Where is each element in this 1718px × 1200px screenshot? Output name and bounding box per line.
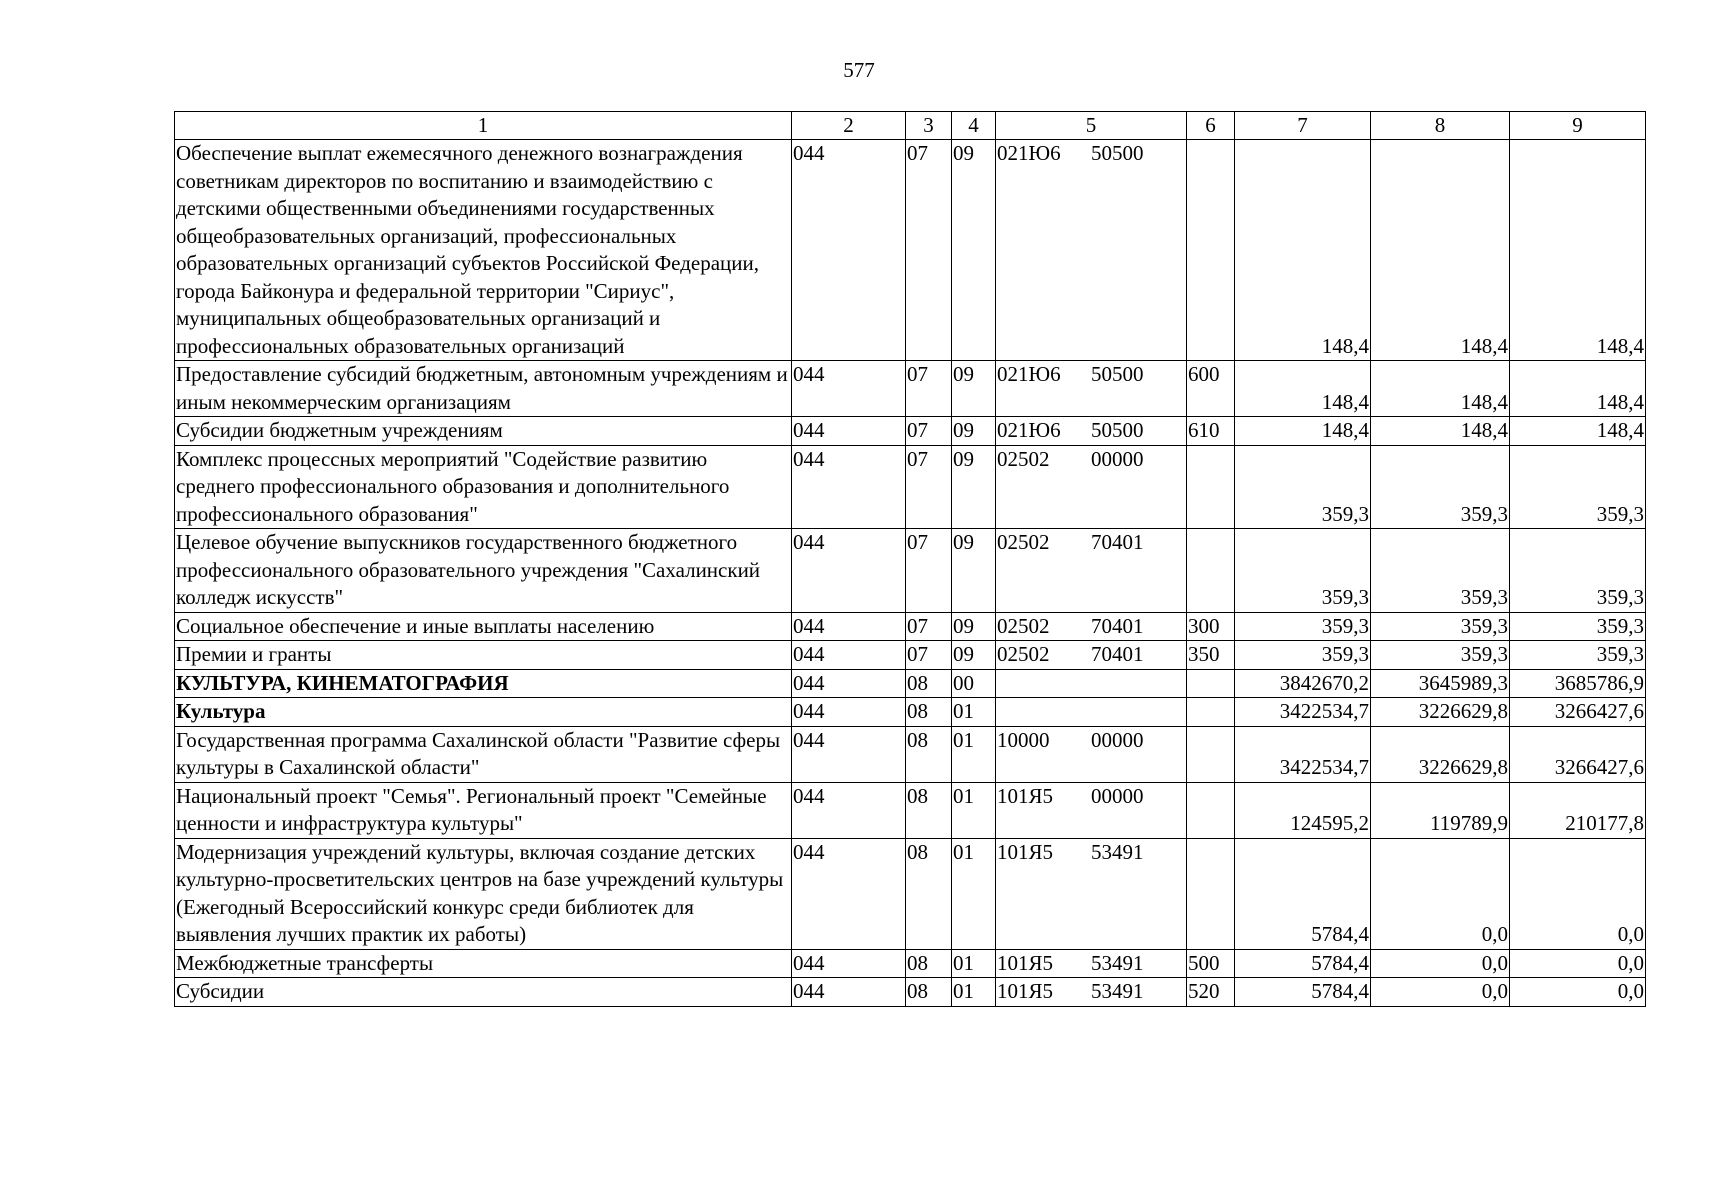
- expense-type-code: 520: [1187, 978, 1235, 1007]
- row-name: Социальное обеспечение и иные выплаты населению: [175, 612, 792, 641]
- target-article-program: 02502: [997, 446, 1050, 471]
- target-article-code: [996, 641, 1187, 670]
- section-code: 07: [906, 445, 952, 529]
- target-article-code: [996, 417, 1187, 446]
- amount-col9: 0,0: [1510, 949, 1646, 978]
- amount-col9: 359,3: [1510, 641, 1646, 670]
- expense-type-code: [1187, 838, 1235, 949]
- subsection-code: 09: [952, 361, 996, 417]
- expense-type-code: [1187, 529, 1235, 613]
- expense-type-code: 600: [1187, 361, 1235, 417]
- section-code: 08: [906, 978, 952, 1007]
- target-article-code: [996, 838, 1187, 949]
- subsection-code: 01: [952, 782, 996, 838]
- expense-type-code: 350: [1187, 641, 1235, 670]
- ministry-code: 044: [792, 726, 906, 782]
- section-code: 08: [906, 782, 952, 838]
- amount-col7: 359,3: [1235, 612, 1371, 641]
- subsection-code: 01: [952, 698, 996, 727]
- header-cell: 7: [1235, 112, 1371, 140]
- ministry-code: 044: [792, 782, 906, 838]
- ministry-code: 044: [792, 140, 906, 361]
- target-article-code: [996, 612, 1187, 641]
- amount-col7: 359,3: [1235, 641, 1371, 670]
- target-article-code: [996, 726, 1187, 782]
- amount-col8: 0,0: [1371, 949, 1510, 978]
- target-article-direction: 00000: [1091, 446, 1144, 471]
- ministry-code: 044: [792, 669, 906, 698]
- expense-type-code: [1187, 782, 1235, 838]
- expense-type-code: [1187, 140, 1235, 361]
- target-article-direction: 50500: [1091, 362, 1144, 386]
- table-row: [175, 417, 1646, 446]
- target-article-code: [996, 978, 1187, 1007]
- row-name: Предоставление субсидий бюджетным, автономным учреждениям и иным некоммерческим организациям: [175, 361, 792, 417]
- ministry-code: 044: [792, 417, 906, 446]
- target-article-direction: 50500: [1091, 418, 1144, 442]
- section-code: 07: [906, 140, 952, 361]
- row-name: КУЛЬТУРА, КИНЕМАТОГРАФИЯ: [175, 669, 792, 698]
- section-code: 07: [906, 361, 952, 417]
- expense-type-code: [1187, 726, 1235, 782]
- ministry-code: 044: [792, 612, 906, 641]
- section-code: 08: [906, 949, 952, 978]
- subsection-code: 00: [952, 669, 996, 698]
- target-article-program: 021Ю6: [997, 418, 1061, 442]
- target-article-program: 101Я5: [997, 839, 1054, 864]
- ministry-code: 044: [792, 445, 906, 529]
- target-article-program: 101Я5: [997, 783, 1054, 808]
- amount-col8: 3226629,8: [1371, 726, 1510, 782]
- table-row: [175, 361, 1646, 417]
- target-article-code: [996, 782, 1187, 838]
- amount-col7: 124595,2: [1235, 782, 1371, 838]
- row-name: Обеспечение выплат ежемесячного денежного вознаграждения советникам директоров по воспитанию и взаимодействию с детскими общественными объединениями государственных общеобразовательных организаций, профессиональных образовательных организаций субъектов Российской Федерации, города Байконура и федеральной территории "Сириус", муниципальных общеобразовательных организаций и профессиональных образовательных организаций: [175, 140, 792, 361]
- expense-type-code: [1187, 669, 1235, 698]
- target-article-code: [996, 669, 1187, 698]
- expense-type-code: 500: [1187, 949, 1235, 978]
- amount-col7: 148,4: [1235, 361, 1371, 417]
- ministry-code: 044: [792, 361, 906, 417]
- expense-type-code: 610: [1187, 417, 1235, 446]
- target-article-program: 101Я5: [997, 979, 1054, 1003]
- row-name: Межбюджетные трансферты: [175, 949, 792, 978]
- ministry-code: 044: [792, 978, 906, 1007]
- target-article-program: 02502: [997, 642, 1050, 666]
- target-article-code: [996, 949, 1187, 978]
- section-code: 08: [906, 698, 952, 727]
- amount-col7: 3422534,7: [1235, 698, 1371, 727]
- amount-col9: 359,3: [1510, 529, 1646, 613]
- target-article-direction: 00000: [1091, 727, 1144, 752]
- amount-col7: 148,4: [1235, 417, 1371, 446]
- subsection-code: 09: [952, 612, 996, 641]
- row-name: Субсидии: [175, 978, 792, 1007]
- target-article-program: 021Ю6: [997, 362, 1061, 386]
- section-code: 08: [906, 669, 952, 698]
- row-name: Целевое обучение выпускников государственного бюджетного профессионального образовательного учреждения "Сахалинский колледж искусств": [175, 529, 792, 613]
- row-name: Национальный проект "Семья". Региональный проект "Семейные ценности и инфраструктура культуры": [175, 782, 792, 838]
- amount-col7: 5784,4: [1235, 949, 1371, 978]
- section-code: 07: [906, 641, 952, 670]
- target-article-direction: 70401: [1091, 613, 1144, 638]
- row-name: Комплекс процессных мероприятий "Содействие развитию среднего профессионального образования и дополнительного профессионального образования": [175, 445, 792, 529]
- amount-col9: 148,4: [1510, 140, 1646, 361]
- table-row: [175, 529, 1646, 613]
- amount-col9: 359,3: [1510, 612, 1646, 641]
- target-article-direction: 70401: [1091, 642, 1144, 666]
- amount-col9: 210177,8: [1510, 782, 1646, 838]
- amount-col7: 359,3: [1235, 445, 1371, 529]
- row-name: Премии и гранты: [175, 641, 792, 670]
- budget-table: [174, 111, 1646, 1007]
- row-name: Государственная программа Сахалинской области "Развитие сферы культуры в Сахалинской области": [175, 726, 792, 782]
- amount-col7: 3842670,2: [1235, 669, 1371, 698]
- target-article-direction: 53491: [1091, 950, 1144, 975]
- amount-col7: 3422534,7: [1235, 726, 1371, 782]
- amount-col9: 3266427,6: [1510, 726, 1646, 782]
- amount-col7: 5784,4: [1235, 978, 1371, 1007]
- header-row: [175, 112, 1646, 140]
- header-cell: 3: [906, 112, 952, 140]
- target-article-direction: 00000: [1091, 783, 1144, 808]
- amount-col7: 359,3: [1235, 529, 1371, 613]
- section-code: 08: [906, 838, 952, 949]
- amount-col9: 3266427,6: [1510, 698, 1646, 727]
- subsection-code: 09: [952, 417, 996, 446]
- header-cell: 8: [1371, 112, 1510, 140]
- table-row: [175, 978, 1646, 1007]
- table-row: [175, 782, 1646, 838]
- table-row: [175, 698, 1646, 727]
- row-name: Субсидии бюджетным учреждениям: [175, 417, 792, 446]
- amount-col8: 0,0: [1371, 838, 1510, 949]
- subsection-code: 09: [952, 529, 996, 613]
- amount-col9: 0,0: [1510, 978, 1646, 1007]
- section-code: 07: [906, 417, 952, 446]
- ministry-code: 044: [792, 698, 906, 727]
- target-article-program: 02502: [997, 530, 1050, 554]
- table-row: [175, 140, 1646, 361]
- subsection-code: 09: [952, 641, 996, 670]
- amount-col9: 359,3: [1510, 445, 1646, 529]
- amount-col8: 148,4: [1371, 417, 1510, 446]
- amount-col7: 5784,4: [1235, 838, 1371, 949]
- amount-col8: 0,0: [1371, 978, 1510, 1007]
- table-row: [175, 838, 1646, 949]
- amount-col9: 148,4: [1510, 417, 1646, 446]
- ministry-code: 044: [792, 529, 906, 613]
- table-row: [175, 949, 1646, 978]
- subsection-code: 01: [952, 838, 996, 949]
- row-name: Модернизация учреждений культуры, включая создание детских культурно-просветительских центров на базе учреждений культуры (Ежегодный Всероссийский конкурс среди библиотек для выявления лучших практик их работы): [175, 838, 792, 949]
- amount-col8: 359,3: [1371, 641, 1510, 670]
- table-body: [175, 140, 1646, 1007]
- target-article-program: 101Я5: [997, 950, 1054, 975]
- subsection-code: 09: [952, 445, 996, 529]
- expense-type-code: [1187, 698, 1235, 727]
- amount-col9: 0,0: [1510, 838, 1646, 949]
- target-article-direction: 53491: [1091, 979, 1144, 1003]
- target-article-code: [996, 529, 1187, 613]
- table-row: [175, 445, 1646, 529]
- ministry-code: 044: [792, 641, 906, 670]
- table-row: [175, 669, 1646, 698]
- amount-col9: 148,4: [1510, 361, 1646, 417]
- target-article-program: 02502: [997, 613, 1050, 638]
- amount-col8: 148,4: [1371, 140, 1510, 361]
- subsection-code: 01: [952, 978, 996, 1007]
- header-cell: 5: [996, 112, 1187, 140]
- amount-col8: 119789,9: [1371, 782, 1510, 838]
- target-article-program: 10000: [997, 727, 1050, 752]
- header-cell: 4: [952, 112, 996, 140]
- header-cell: 2: [792, 112, 906, 140]
- page-number: 577: [843, 58, 875, 82]
- header-cell: 6: [1187, 112, 1235, 140]
- amount-col8: 3645989,3: [1371, 669, 1510, 698]
- expense-type-code: 300: [1187, 612, 1235, 641]
- target-article-code: [996, 361, 1187, 417]
- amount-col9: 3685786,9: [1510, 669, 1646, 698]
- ministry-code: 044: [792, 838, 906, 949]
- subsection-code: 09: [952, 140, 996, 361]
- table-row: [175, 726, 1646, 782]
- section-code: 07: [906, 529, 952, 613]
- target-article-program: 021Ю6: [997, 141, 1061, 165]
- row-name: Культура: [175, 698, 792, 727]
- amount-col8: 359,3: [1371, 445, 1510, 529]
- header-cell: 1: [175, 112, 792, 140]
- section-code: 07: [906, 612, 952, 641]
- ministry-code: 044: [792, 949, 906, 978]
- target-article-code: [996, 698, 1187, 727]
- subsection-code: 01: [952, 726, 996, 782]
- amount-col8: 359,3: [1371, 612, 1510, 641]
- table-row: [175, 612, 1646, 641]
- amount-col8: 3226629,8: [1371, 698, 1510, 727]
- section-code: 08: [906, 726, 952, 782]
- target-article-direction: 70401: [1091, 530, 1144, 554]
- target-article-direction: 50500: [1091, 141, 1144, 165]
- target-article-direction: 53491: [1091, 839, 1144, 864]
- subsection-code: 01: [952, 949, 996, 978]
- table-row: [175, 641, 1646, 670]
- target-article-code: [996, 140, 1187, 361]
- expense-type-code: [1187, 445, 1235, 529]
- amount-col8: 148,4: [1371, 361, 1510, 417]
- amount-col7: 148,4: [1235, 140, 1371, 361]
- header-cell: 9: [1510, 112, 1646, 140]
- target-article-code: [996, 445, 1187, 529]
- amount-col8: 359,3: [1371, 529, 1510, 613]
